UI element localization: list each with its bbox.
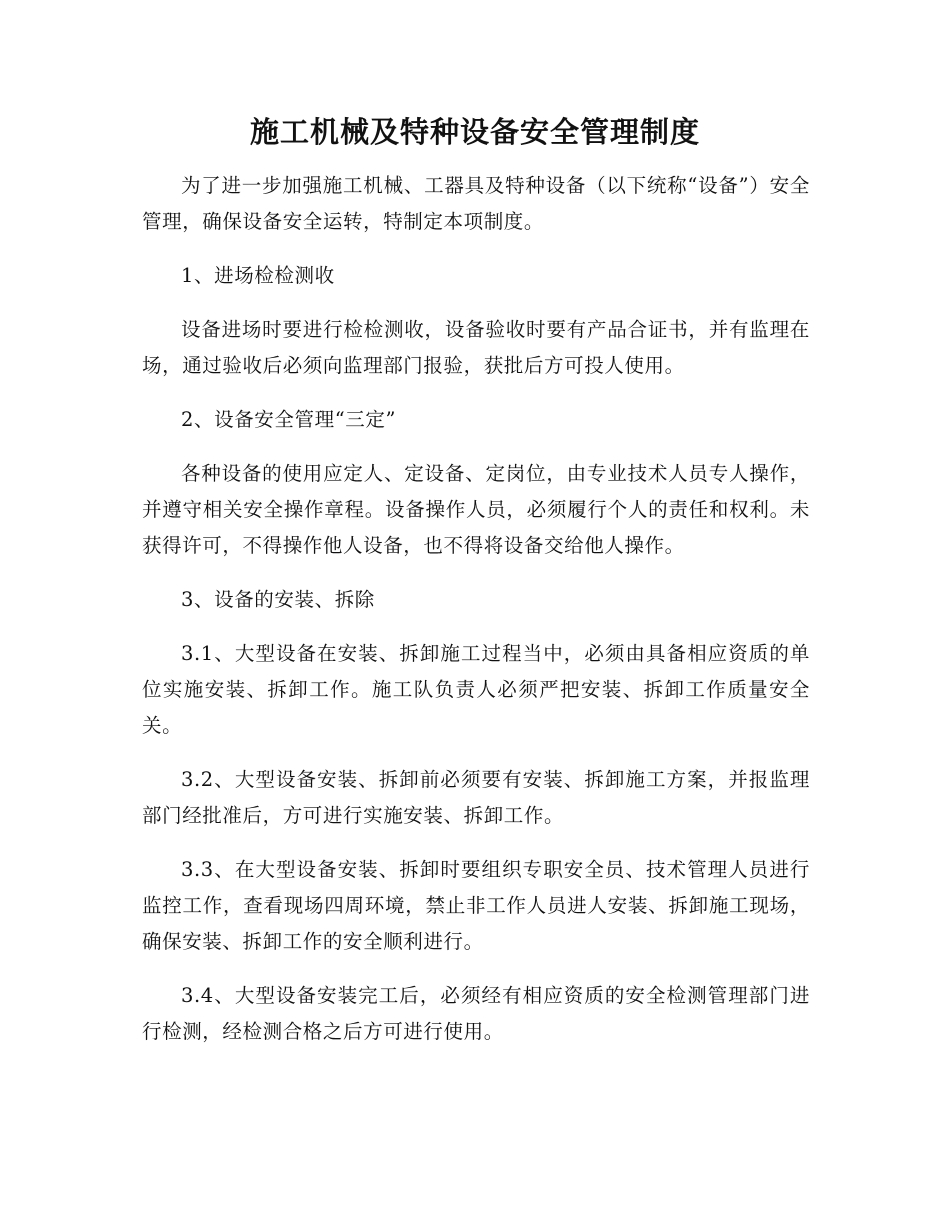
clause-3-4: 3.4、大型设备安装完工后，必须经有相应资质的安全检测管理部门进行检测，经检测合格之后方可进行使用。 <box>142 984 810 1043</box>
section-paragraph-2: 各种设备的使用应定人、定设备、定岗位，由专业技术人员专人操作，并遵守相关安全操作章程。设备操作人员，必须履行个人的责任和权利。未获得许可，不得操作他人设备，也不得将设备交给他人操作。 <box>142 462 810 557</box>
section-heading-1: 1、进场检检测收 <box>181 264 335 287</box>
section-heading-3: 3、设备的安装、拆除 <box>181 588 375 611</box>
intro-paragraph: 为了进一步加强施工机械、工器具及特种设备（以下统称“设备”）安全管理，确保设备安全运转，特制定本项制度。 <box>142 174 810 233</box>
section-heading-2: 2、设备安全管理“三定” <box>181 408 397 431</box>
section-paragraph-1: 设备进场时要进行检检测收，设备验收时要有产品合证书，并有监理在场，通过验收后必须向监理部门报验，获批后方可投人使用。 <box>142 318 810 377</box>
clause-3-2: 3.2、大型设备安装、拆卸前必须要有安装、拆卸施工方案，并报监理部门经批准后，方可进行实施安装、拆卸工作。 <box>142 768 810 827</box>
document-title: 施工机械及特种设备安全管理制度 <box>249 115 700 149</box>
clause-3-3: 3.3、在大型设备安装、拆卸时要组织专职安全员、技术管理人员进行监控工作，查看现场四周环境，禁止非工作人员进人安装、拆卸施工现场，确保安装、拆卸工作的安全顺利进行。 <box>142 858 810 953</box>
clause-3-1: 3.1、大型设备在安装、拆卸施工过程当中，必须由具备相应资质的单位实施安装、拆卸工作。施工队负责人必须严把安装、拆卸工作质量安全关。 <box>142 642 810 737</box>
document-body <box>142 168 810 1050</box>
